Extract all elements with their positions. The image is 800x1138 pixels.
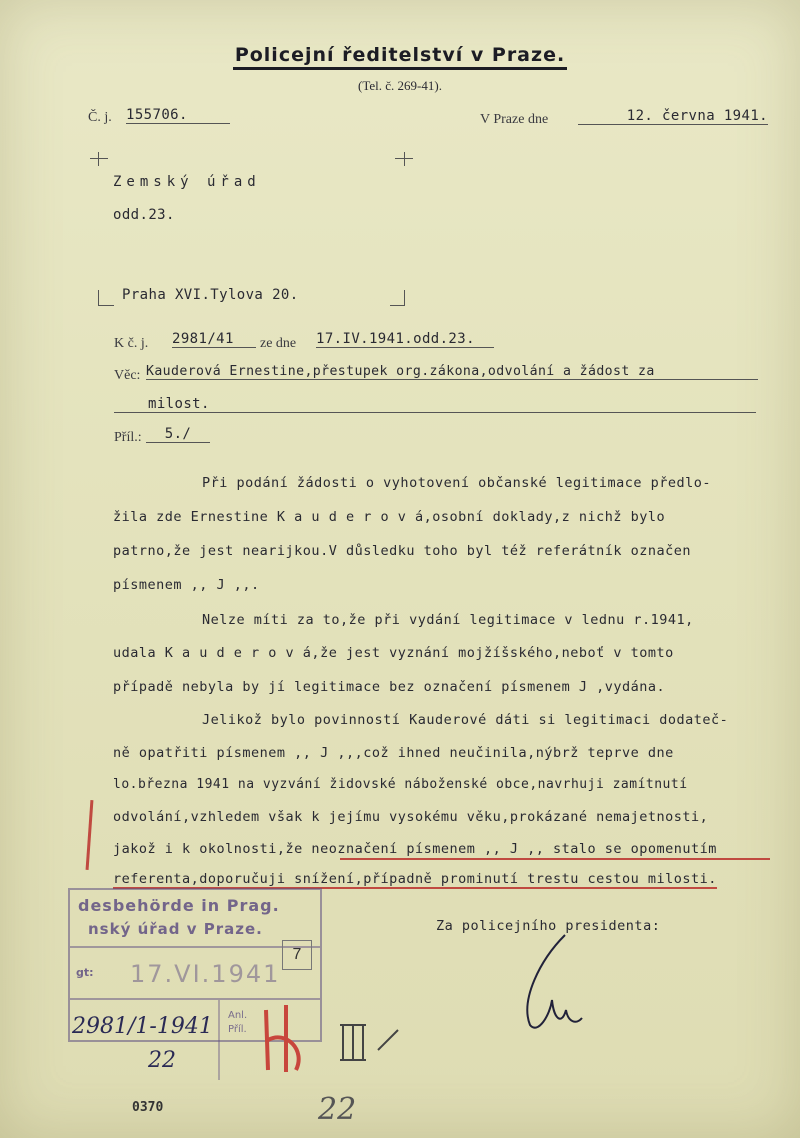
body-line: ně opatřiti písmenem ,, J ,,,což ihned neučinila,nýbrž teprve dne bbox=[113, 745, 674, 761]
stamp-ref-handwritten: 2981/1-1941 bbox=[72, 1014, 213, 1039]
handwritten-signature bbox=[510, 930, 590, 1040]
attachments-label: Příl.: bbox=[114, 430, 142, 445]
body-line: případě nebyla by jí legitimace bez označení písmenem J ,vydána. bbox=[113, 679, 666, 695]
ze-dne-value: 17.IV.1941.odd.23. bbox=[316, 331, 494, 348]
attachments-value: 5./ bbox=[146, 426, 210, 443]
letter-date: 12. června 1941. bbox=[578, 108, 768, 125]
kcj-label: K č. j. bbox=[114, 336, 149, 351]
cj-value: 155706. bbox=[126, 107, 230, 124]
cj-label: Č. j. bbox=[88, 110, 112, 125]
footer-handwritten-number: 22 bbox=[318, 1092, 357, 1127]
body-line: Nelze míti za to,že při vydání legitimace v lednu r.1941, bbox=[202, 612, 694, 628]
office-stamp: desbehörde in Prag. nský úřad v Praze. gt: 17.VI.1941 bbox=[68, 888, 322, 1042]
body-line: patrno,že jest nearijkou.V důsledku toho byl též referátník označen bbox=[113, 543, 692, 559]
body-line: lo.března 1941 na vyzvání židovské náboženské obce,navrhuji zamítnutí bbox=[113, 777, 688, 792]
recipient-department: odd.23. bbox=[113, 207, 175, 223]
body-line: žila zde Ernestine K a u d e r o v á,osobní doklady,z nichž bylo bbox=[113, 509, 666, 525]
subject-line-2: milost. bbox=[114, 396, 756, 413]
phone-number: (Tel. č. 269-41). bbox=[358, 78, 442, 93]
red-handwritten-mark bbox=[256, 1000, 316, 1080]
stamp-odd-handwritten: 22 bbox=[148, 1048, 176, 1073]
body-line-underlined: referenta,doporučuji snížení,případně prominutí trestu cestou milosti. bbox=[113, 871, 717, 887]
stamp-box-number: 7 bbox=[282, 940, 312, 970]
letterhead-title: Policejní ředitelství v Praze. bbox=[0, 44, 800, 66]
red-underline bbox=[340, 858, 770, 860]
place-label: V Praze dne bbox=[480, 112, 549, 127]
stamp-date: 17.VI.1941 bbox=[130, 960, 281, 988]
signature-label: Za policejního presidenta: bbox=[436, 918, 661, 934]
body-line: jakož i k okolnosti,že neoznačení písmenem ,, J ,, stalo se opomenutím bbox=[113, 841, 717, 857]
body-line: udala K a u d e r o v á,že jest vyznání mojžíšského,neboť v tomto bbox=[113, 645, 674, 661]
recipient-address: Praha XVI.Tylova 20. bbox=[122, 287, 299, 303]
body-line: odvolání,vzhledem však k jejímu vysokému věku,prokázané nemajetnosti, bbox=[113, 809, 709, 825]
body-line: písmenem ,, J ,,. bbox=[113, 577, 260, 593]
kcj-value: 2981/41 bbox=[172, 331, 256, 348]
ze-dne-label: ze dne bbox=[260, 336, 297, 351]
subject-line-1: Kauderová Ernestine,přestupek org.zákona,odvolání a žádost za bbox=[146, 364, 758, 380]
body-line: Jelikož bylo povinností Kauderové dáti si legitimaci dodateč- bbox=[202, 712, 729, 728]
red-margin-mark bbox=[86, 800, 94, 870]
body-line: Při podání žádosti o vyhotovení občanské legitimace předlo- bbox=[202, 475, 712, 491]
roman-numeral-mark bbox=[338, 1010, 408, 1070]
footer-number: 0370 bbox=[132, 1100, 164, 1115]
annex-field: Anl. Příl. bbox=[218, 1000, 320, 1080]
recipient-office: Zemský úřad bbox=[113, 174, 261, 190]
subject-label: Věc: bbox=[114, 368, 141, 383]
